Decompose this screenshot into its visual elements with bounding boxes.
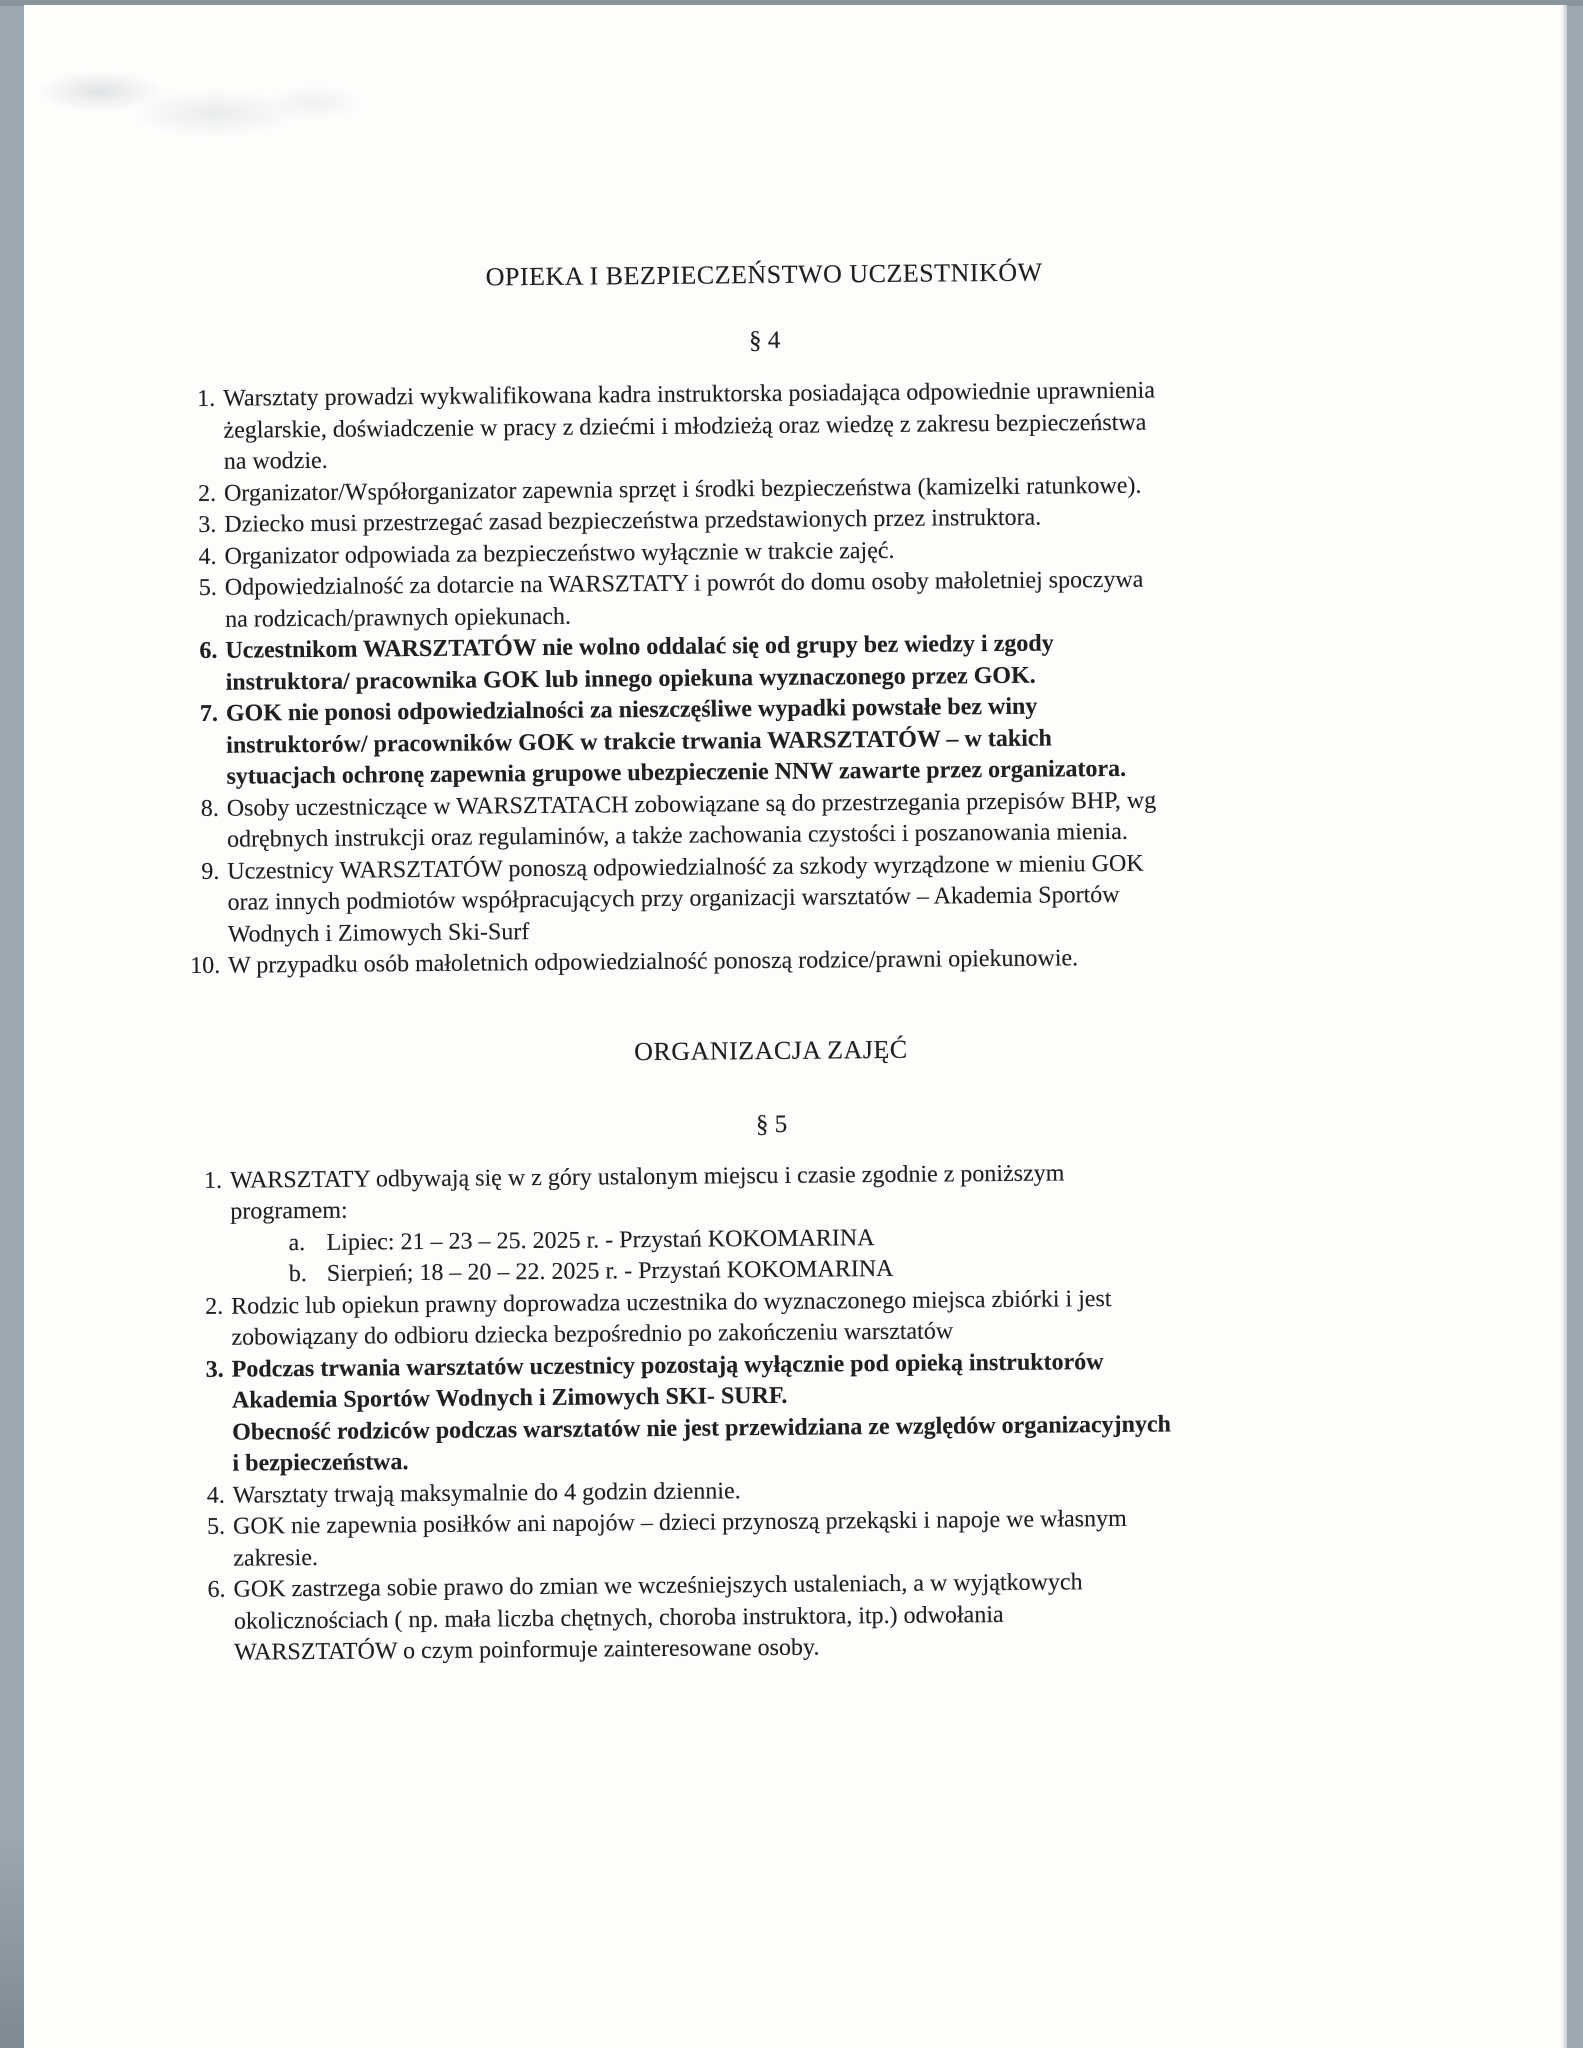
item-body [226,689,1359,793]
item-number: 6. [199,637,218,664]
item-text: Rodzic lub opiekun prawny doprowadza uczestnika do wyznaczonego miejsca zbiórki i jest zobowiązany do odbioru dziecka bezpośrednio po zakończeniu warsztatów [231,1285,1112,1351]
item-text: Uczestnicy WARSZTATÓW ponoszą odpowiedzialność za szkody wyrządzone w mieniu GOK oraz innych podmiotów współpracujących przy organizacji warsztatów – Akademia Sportów Wodnych i Zimowych Ski-Surf [227,850,1144,948]
scanner-background-bottom-shadow [0,1828,24,2048]
item-number: 8. [200,795,219,822]
subitem-letter: a. [288,1229,306,1256]
document-content [174,253,1366,1670]
item-number: 7. [199,700,219,727]
section1-paragraph-mark: § 4 [748,326,781,355]
subitem-text: Lipiec: 21 – 23 – 25. 2025 r. - Przystań KOKOMARINA [326,1224,875,1256]
item-text: Osoby uczestniczące w WARSZTATACH zobowiązane są do przestrzegania przepisów BHP, wg odrębnych instrukcji oraz regulaminów, a także zachowania czystości i poszanowania mienia. [226,787,1157,853]
item-number: 1. [197,385,216,412]
item-number: 4. [198,543,217,570]
item-number: 5. [198,574,217,601]
item-body [233,1565,1366,1669]
item-body [223,374,1356,478]
item-number: 6. [207,1576,226,1603]
list-item [184,1344,1365,1480]
item-number: 1. [203,1167,223,1194]
list-item [185,1565,1366,1670]
item-number: 4. [206,1482,225,1509]
item-text: Odpowiedzialność za dotarcie na WARSZTATY i powrót do domu osoby małoletniej spoczywa na rodzicach/prawnych opiekunach. [224,566,1144,633]
item-number: 9. [201,858,220,885]
section1-title: OPIEKA I BEZPIECZEŃSTWO UCZESTNIKÓW [485,257,1043,292]
section1-numbered-list [175,374,1360,983]
list-item [175,374,1356,479]
item-number: 5. [206,1513,226,1540]
item-text: GOK nie zapewnia posiłków ani napojów – dzieci przynoszą przekąski i napoje we własnym zakresie. [232,1505,1127,1572]
item-text: Podczas trwania warsztatów uczestnicy pozostają wyłącznie pod opieką instruktorów Akademia Sportów Wodnych i Zimowych SKI- SURF. Obecność rodziców podczas warsztatów nie jest przewidziana ze względów organizacyjnych i bezpieczeństwa. [231,1348,1172,1477]
item-text: WARSZTATY odbywają się w z góry ustalonym miejscu i czasie zgodnie z poniższym programem: [229,1159,1065,1225]
scan-smudge-artifact [34,53,364,163]
item-body [233,1502,1366,1575]
item-text: Uczestnikom WARSZTATÓW nie wolno oddalać się od grupy bez wiedzy i zgody instruktora/ pracownika GOK lub innego opiekuna wyznaczonego przez GOK. [225,630,1054,696]
item-text: Dziecko musi przestrzegać zasad bezpieczeństwa przedstawionych przez instruktora. [224,504,1042,538]
subitem-text: Sierpień; 18 – 20 – 22. 2025 r. - Przystań KOKOMARINA [326,1255,894,1287]
item-number: 3. [198,511,217,538]
item-number: 3. [205,1356,224,1383]
item-number: 10. [190,952,221,980]
item-number: 2. [205,1293,224,1320]
section2-paragraph-mark: § 5 [755,1110,788,1138]
list-item [178,689,1359,794]
list-item [185,1502,1366,1575]
section2-title: ORGANIZACJA ZAJĘĆ [633,1034,908,1066]
list-item [179,846,1360,951]
subitem-letter: b. [288,1261,307,1288]
list-item [177,563,1358,636]
item-text: Warsztaty prowadzi wykwalifikowana kadra instruktorska posiadająca odpowiednie uprawnienia żeglarskie, doświadczenie w pracy z dziećmi i młodzieżą oraz wiedzę z zakresu bezpieczeństwa na wodzie. [223,377,1156,475]
item-body [232,1344,1365,1480]
item-text: GOK zastrzega sobie prawo do zmian we wcześniejszych ustaleniach, a w wyjątkowych okolicznościach ( np. mała liczba chętnych, choroba instruktora, itp.) odwołania WARSZTATÓW o czym poinformuje zainteresowane osoby. [233,1569,1083,1666]
item-body [231,1281,1364,1354]
list-item [179,783,1360,856]
item-body [225,563,1358,636]
item-number: 2. [197,480,217,507]
item-body [225,626,1358,699]
item-text: W przypadku osób małoletnich odpowiedzialność ponoszą rodzice/prawni opiekunowie. [228,945,1079,979]
list-item [183,1281,1364,1354]
item-body [227,846,1360,950]
item-text: GOK nie ponosi odpowiedzialności za nieszczęśliwe wypadki powstałe bez winy instruktorów/ pracowników GOK w trakcie trwania WARSZTATÓW – w takich sytuacjach ochronę zapewnia grupowe ubezpieczenie NNW zawarte przez organizatora. [225,693,1127,790]
item-text: Organizator odpowiada za bezpieczeństwo wyłącznie w trakcie zajęć. [224,537,895,570]
item-body [227,783,1360,856]
list-item [182,1155,1363,1291]
list-item [177,626,1358,699]
section2-numbered-list [182,1155,1366,1669]
item-text: Organizator/Współorganizator zapewnia sprzęt i środki bezpieczeństwa (kamizelki ratunkowe). [223,472,1142,507]
item-body [230,1155,1363,1291]
item-text: Warsztaty trwają maksymalnie do 4 godzin dziennie. [232,1477,741,1509]
document-page [24,5,1561,2048]
